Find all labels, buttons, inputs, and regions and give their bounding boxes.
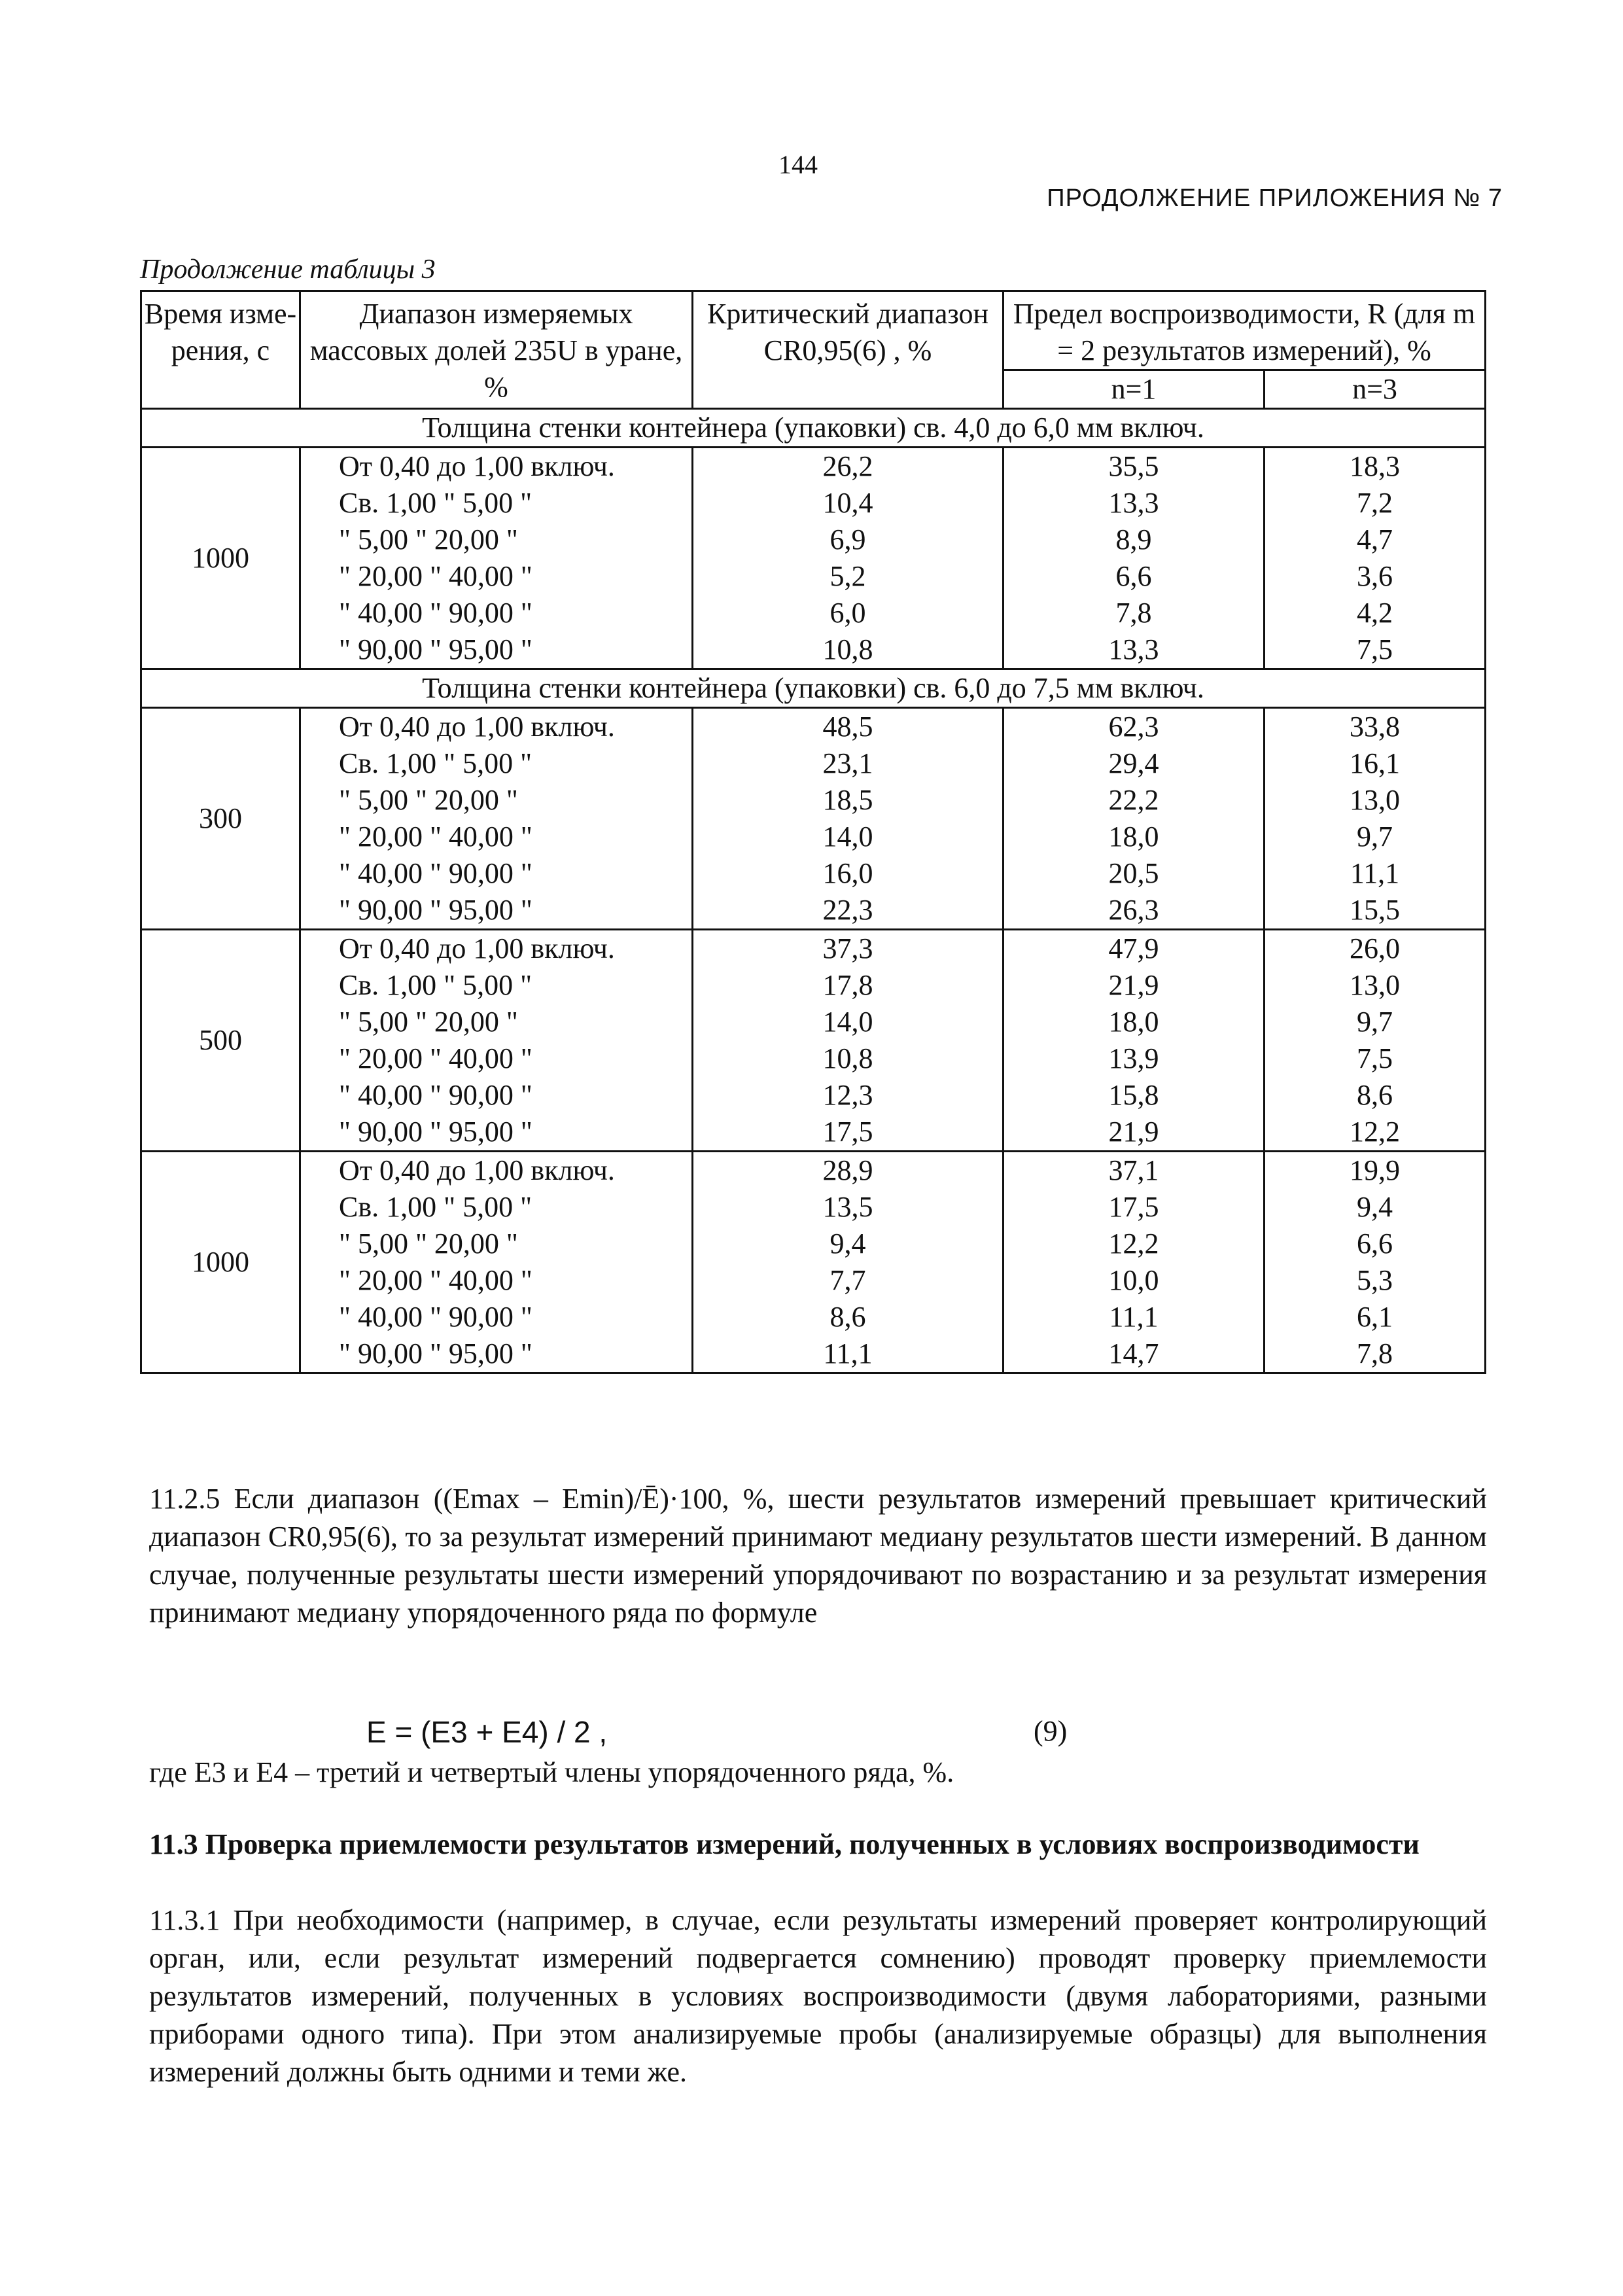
critical-range-value: 9,4 (829, 1227, 866, 1260)
limit-n1-value: 18,0 (1108, 821, 1159, 853)
range-value: " 40,00 " 90,00 " (339, 597, 532, 629)
limit-n1-value: 21,9 (1108, 969, 1159, 1001)
limit-n3-cell (1265, 1152, 1486, 1373)
range-value: " 20,00 " 40,00 " (339, 1042, 532, 1074)
critical-range-value: 23,1 (822, 747, 873, 779)
table-caption: Продолжение таблицы 3 (140, 255, 436, 285)
range-value: Св. 1,00 " 5,00 " (339, 969, 532, 1001)
limit-n1-value: 12,2 (1108, 1227, 1159, 1260)
measurement-time: 500 (141, 930, 300, 1152)
limit-n3-value: 33,8 (1350, 711, 1400, 743)
range-value: " 20,00 " 40,00 " (339, 821, 532, 853)
limit-n3-cell (1265, 708, 1486, 930)
limit-n1-value: 11,1 (1109, 1301, 1159, 1333)
range-cell (300, 930, 693, 1152)
section-row (141, 409, 1486, 448)
limit-n1-value: 47,9 (1108, 932, 1159, 964)
paragraph-11-2-5: 11.2.5 Если диапазон ((Emax – Emin)/Ē)·100, %, шести результатов измерений превышает критический диапазон CR0,95(6), то за результат измерений принимают медиану результатов шести измерений. В данном случае, полученные результаты шести измерений упорядочивают по возрастанию и за результат измерения принимают медиану упорядоченного ряда по формуле (149, 1483, 1487, 1629)
critical-range-cell (693, 930, 1003, 1152)
limit-n3-value: 3,6 (1357, 560, 1393, 592)
limit-n3-value: 15,5 (1350, 894, 1400, 926)
limit-n3-value: 7,8 (1357, 1337, 1393, 1369)
limit-n3-value: 9,4 (1357, 1191, 1393, 1223)
critical-range-value: 7,7 (829, 1264, 866, 1296)
range-value: От 0,40 до 1,00 включ. (339, 711, 615, 743)
limit-n1-value: 7,8 (1115, 597, 1152, 629)
critical-range-value: 6,9 (829, 523, 866, 556)
limit-n3-value: 19,9 (1350, 1154, 1400, 1186)
critical-range-value: 48,5 (822, 711, 873, 743)
range-value: " 5,00 " 20,00 " (339, 1006, 518, 1038)
critical-range-value: 14,0 (822, 1006, 873, 1038)
limit-n3-value: 11,1 (1350, 857, 1400, 889)
formula-number: (9) (1034, 1715, 1068, 1747)
header-reproducibility: Предел воспроизводимости, R (для m = 2 результатов измерений), % (1003, 291, 1486, 370)
critical-range-cell (693, 708, 1003, 930)
critical-range-value: 17,5 (822, 1116, 873, 1148)
limit-n1-value: 13,3 (1108, 487, 1159, 519)
limit-n3-value: 13,0 (1350, 784, 1400, 816)
section-11-3-title: 11.3 Проверка приемлемости результатов измерений, полученных в условиях воспроизводимости (149, 1828, 1420, 1860)
table-row (141, 448, 1486, 669)
critical-range-value: 10,4 (822, 487, 873, 519)
range-value: " 90,00 " 95,00 " (339, 894, 532, 926)
range-value: " 40,00 " 90,00 " (339, 1079, 532, 1111)
limit-n1-value: 6,6 (1115, 560, 1152, 592)
range-value: От 0,40 до 1,00 включ. (339, 932, 615, 964)
range-value: " 40,00 " 90,00 " (339, 1301, 532, 1333)
header-critical: Критический диапазон CR0,95(6) , % (693, 291, 1003, 409)
range-value: " 5,00 " 20,00 " (339, 784, 518, 816)
formula-median: E = (E3 + E4) / 2 , (366, 1715, 608, 1749)
paragraph-11-3-1: 11.3.1 При необходимости (например, в случае, если результаты измерений проверяет контролирующий орган, или, если результат измерений подвергается сомнению) проводят проверку приемлемости результатов измерений, полученных в условиях воспроизводимости (двумя лабораториями, разными приборами одного типа). При этом анализируемые пробы (анализируемые образцы) для выполнения измерений должны быть одними и теми же. (149, 1904, 1487, 2088)
critical-range-value: 17,8 (822, 969, 873, 1001)
formula-note: где E3 и E4 – третий и четвертый члены упорядоченного ряда, %. (149, 1756, 954, 1788)
critical-range-value: 8,6 (829, 1301, 866, 1333)
section-row (141, 669, 1486, 708)
page-number: 144 (778, 150, 818, 179)
measurement-time: 300 (141, 708, 300, 930)
limit-n3-value: 5,3 (1357, 1264, 1393, 1296)
range-value: " 5,00 " 20,00 " (339, 1227, 518, 1260)
limit-n1-value: 21,9 (1108, 1116, 1159, 1148)
critical-range-value: 10,8 (822, 1042, 873, 1074)
critical-range-value: 14,0 (822, 821, 873, 853)
limit-n1-value: 35,5 (1108, 450, 1159, 482)
critical-range-value: 18,5 (822, 784, 873, 816)
limit-n3-value: 8,6 (1357, 1079, 1393, 1111)
limit-n3-value: 6,6 (1357, 1227, 1393, 1260)
limit-n3-value: 13,0 (1350, 969, 1400, 1001)
limit-n3-value: 18,3 (1350, 450, 1400, 482)
measurement-time: 1000 (141, 448, 300, 669)
limit-n1-value: 8,9 (1115, 523, 1152, 556)
limit-n1-value: 13,9 (1108, 1042, 1159, 1074)
critical-range-cell (693, 1152, 1003, 1373)
limit-n3-value: 26,0 (1350, 932, 1400, 964)
critical-range-value: 5,2 (829, 560, 866, 592)
header-n3: n=3 (1265, 370, 1486, 409)
limit-n3-value: 6,1 (1357, 1301, 1393, 1333)
limit-n1-cell (1003, 448, 1265, 669)
critical-range-value: 6,0 (829, 597, 866, 629)
range-value: " 20,00 " 40,00 " (339, 560, 532, 592)
critical-range-value: 16,0 (822, 857, 873, 889)
limit-n1-value: 62,3 (1108, 711, 1159, 743)
limit-n3-value: 9,7 (1357, 1006, 1393, 1038)
table-header-row (141, 291, 1486, 370)
limit-n3-value: 7,5 (1357, 1042, 1393, 1074)
range-value: Св. 1,00 " 5,00 " (339, 487, 532, 519)
limit-n1-cell (1003, 708, 1265, 930)
limit-n1-cell (1003, 1152, 1265, 1373)
critical-range-value: 37,3 (822, 932, 873, 964)
range-value: От 0,40 до 1,00 включ. (339, 450, 615, 482)
limit-n3-value: 12,2 (1350, 1116, 1400, 1148)
limit-n1-value: 14,7 (1108, 1337, 1159, 1369)
table-row (141, 930, 1486, 1152)
range-value: " 40,00 " 90,00 " (339, 857, 532, 889)
range-value: " 90,00 " 95,00 " (339, 633, 532, 665)
limit-n3-value: 16,1 (1350, 747, 1400, 779)
range-value: Св. 1,00 " 5,00 " (339, 747, 532, 779)
critical-range-value: 12,3 (822, 1079, 873, 1111)
limit-n1-value: 37,1 (1108, 1154, 1159, 1186)
range-cell (300, 708, 693, 930)
table-row (141, 708, 1486, 930)
limit-n1-value: 10,0 (1108, 1264, 1159, 1296)
header-time: Время изме- рения, с (141, 291, 300, 409)
limit-n3-cell (1265, 448, 1486, 669)
limit-n1-value: 22,2 (1108, 784, 1159, 816)
limit-n3-value: 7,5 (1357, 633, 1393, 665)
table-row (141, 1152, 1486, 1373)
section-title: Толщина стенки контейнера (упаковки) св. 4,0 до 6,0 мм включ. (141, 409, 1486, 448)
limit-n1-value: 26,3 (1108, 894, 1159, 926)
range-value: " 90,00 " 95,00 " (339, 1116, 532, 1148)
critical-range-cell (693, 448, 1003, 669)
range-value: " 5,00 " 20,00 " (339, 523, 518, 556)
critical-range-value: 22,3 (822, 894, 873, 926)
range-value: Св. 1,00 " 5,00 " (339, 1191, 532, 1223)
range-cell (300, 448, 693, 669)
limit-n3-cell (1265, 930, 1486, 1152)
range-value: От 0,40 до 1,00 включ. (339, 1154, 615, 1186)
reproducibility-table (140, 290, 1486, 1374)
limit-n1-value: 17,5 (1108, 1191, 1159, 1223)
appendix-header: ПРОДОЛЖЕНИЕ ПРИЛОЖЕНИЯ № 7 (1047, 185, 1503, 212)
critical-range-value: 13,5 (822, 1191, 873, 1223)
limit-n1-value: 13,3 (1108, 633, 1159, 665)
measurement-time: 1000 (141, 1152, 300, 1373)
limit-n1-cell (1003, 930, 1265, 1152)
range-cell (300, 1152, 693, 1373)
limit-n3-value: 9,7 (1357, 821, 1393, 853)
limit-n1-value: 20,5 (1108, 857, 1159, 889)
critical-range-value: 28,9 (822, 1154, 873, 1186)
header-range: Диапазон измеряемых массовых долей 235U в уране, % (300, 291, 693, 409)
limit-n1-value: 29,4 (1108, 747, 1159, 779)
header-n1: n=1 (1003, 370, 1265, 409)
section-title: Толщина стенки контейнера (упаковки) св. 6,0 до 7,5 мм включ. (141, 669, 1486, 708)
critical-range-value: 10,8 (822, 633, 873, 665)
limit-n1-value: 15,8 (1108, 1079, 1159, 1111)
limit-n1-value: 18,0 (1108, 1006, 1159, 1038)
critical-range-value: 26,2 (822, 450, 873, 482)
range-value: " 20,00 " 40,00 " (339, 1264, 532, 1296)
table-body (141, 409, 1486, 1373)
limit-n3-value: 4,7 (1357, 523, 1393, 556)
limit-n3-value: 4,2 (1357, 597, 1393, 629)
range-value: " 90,00 " 95,00 " (339, 1337, 532, 1369)
limit-n3-value: 7,2 (1357, 487, 1393, 519)
critical-range-value: 11,1 (823, 1337, 873, 1369)
